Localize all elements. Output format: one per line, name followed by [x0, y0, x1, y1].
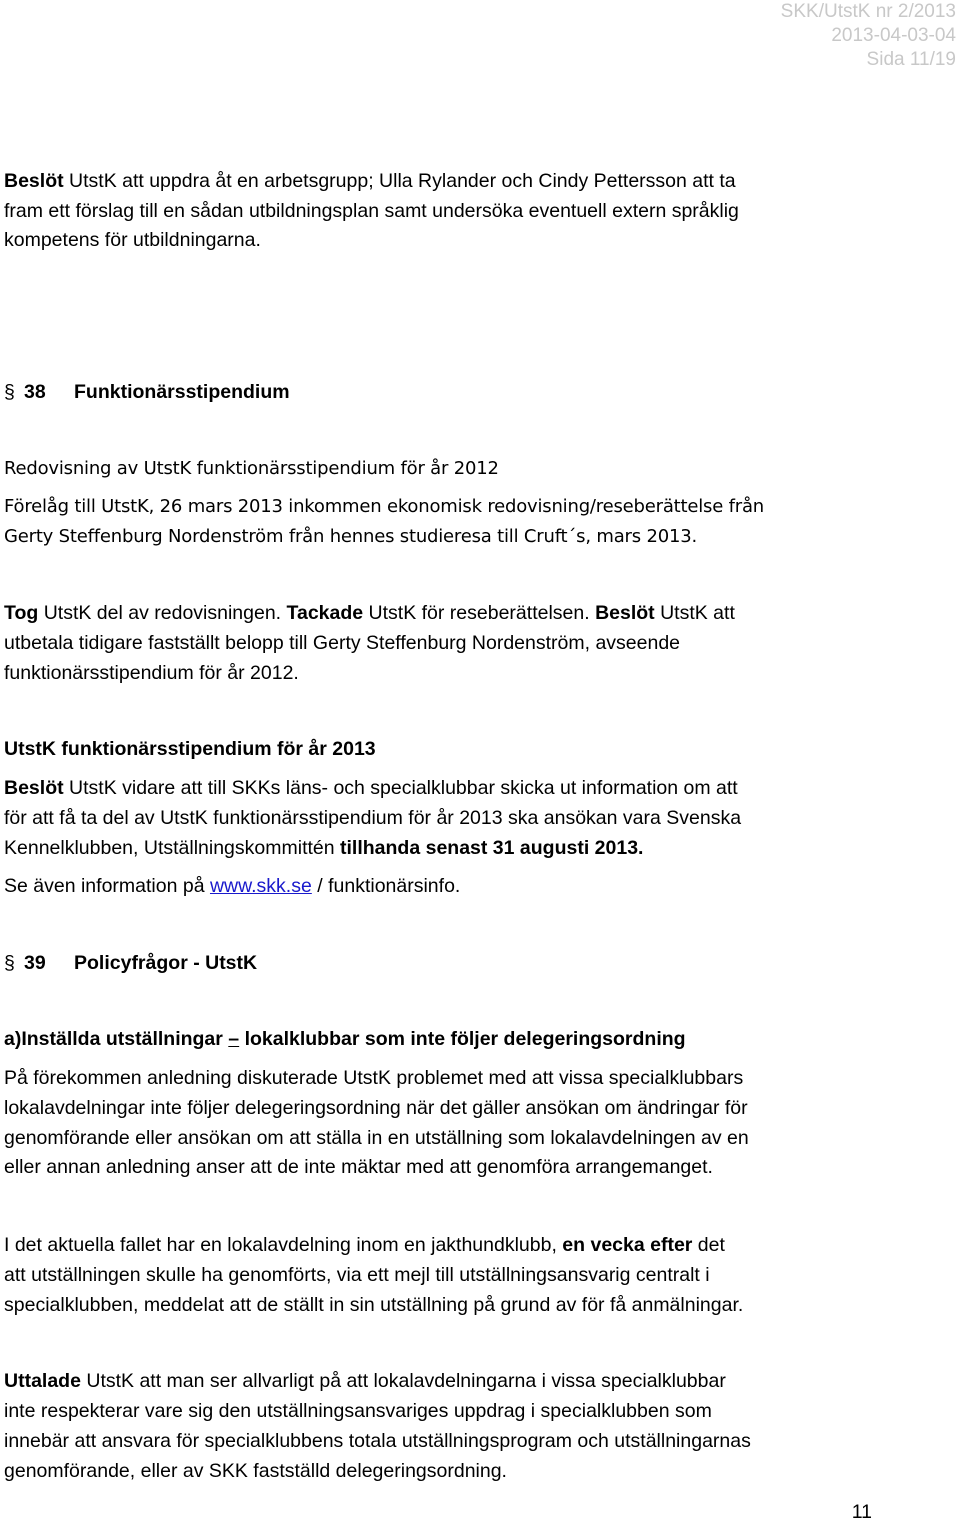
section-39-heading	[4, 948, 257, 978]
page-header	[781, 0, 956, 72]
paragraph-sign: §	[4, 952, 15, 974]
bold-keyword: Beslöt	[4, 170, 64, 192]
section-number: 38	[24, 381, 46, 403]
subheading: Redovisning av UtstK funktionärsstipendium för år 2012	[4, 458, 499, 479]
skk-website-link[interactable]: www.skk.se	[209, 875, 312, 897]
section-title: Policyfrågor - UtstK	[74, 952, 258, 974]
page-number: 11	[851, 1501, 872, 1523]
subheading: a)Inställda utställningar – lokalklubbar som inte följer delegeringsordning	[4, 1028, 686, 1050]
paragraph-sign: §	[4, 381, 15, 403]
section-title: Funktionärsstipendium	[74, 381, 290, 403]
subheading: UtstK funktionärsstipendium för år 2013	[4, 738, 376, 760]
page-indicator: Sida 11/19	[866, 49, 956, 70]
document-id: SKK/UtstK nr 2/2013	[780, 1, 956, 22]
section-number: 39	[24, 952, 46, 974]
meeting-date: 2013-04-03-04	[831, 25, 956, 46]
section-38-heading	[4, 377, 290, 407]
